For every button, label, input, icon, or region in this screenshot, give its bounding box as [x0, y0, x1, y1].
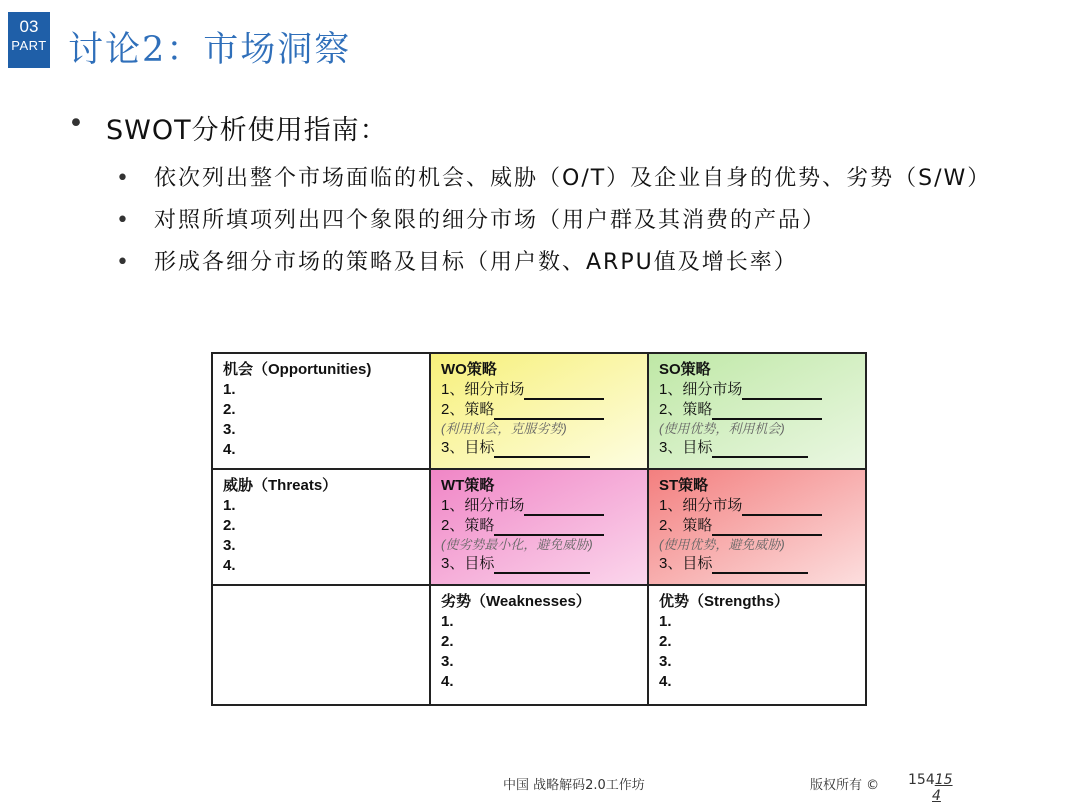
sub-bullet	[116, 161, 1028, 197]
page-number-field-2: 4	[932, 788, 941, 804]
page-number-field: 15	[934, 772, 953, 788]
blank-line	[494, 442, 590, 458]
so-line-segment: 1、细分市场	[659, 380, 855, 400]
opportunities-title: 机会（Opportunities)	[223, 361, 372, 378]
sub-bullet	[116, 245, 1028, 281]
empty-cell	[212, 585, 430, 705]
blank-line	[712, 558, 808, 574]
bullet-dot-icon: •	[116, 208, 131, 233]
threats-cell	[212, 469, 430, 585]
main-bullet-text: SWOT分析使用指南：	[106, 115, 388, 146]
swot-table	[211, 352, 867, 706]
wo-note: (利用机会，克服劣势)	[441, 421, 567, 436]
wo-line-segment: 1、细分市场	[441, 380, 637, 400]
list-item: 4.	[223, 441, 236, 458]
so-line-strategy: 2、策略	[659, 400, 855, 420]
list-item: 1.	[441, 613, 454, 630]
wo-strategy-cell	[430, 353, 648, 469]
part-badge	[8, 12, 50, 68]
wt-line-strategy: 2、策略	[441, 516, 637, 536]
blank-line	[742, 384, 822, 400]
sub-bullet	[116, 203, 1028, 239]
sub-bullet-text: 形成各细分市场的策略及目标（用户数、ARPU值及增长率）	[154, 250, 798, 275]
bullet-list	[68, 108, 1028, 287]
bullet-dot-icon: •	[116, 250, 131, 275]
list-item: 4.	[223, 557, 236, 574]
bullet-dot-icon: •	[116, 166, 131, 191]
so-note: (使用优势，利用机会)	[659, 421, 785, 436]
st-line-strategy: 2、策略	[659, 516, 855, 536]
list-item: 3.	[223, 421, 236, 438]
list-item: 4.	[441, 673, 454, 690]
list-item: 2.	[659, 633, 672, 650]
blank-line	[742, 500, 822, 516]
list-item: 2.	[441, 633, 454, 650]
strengths-title: 优势（Strengths）	[659, 593, 790, 610]
so-title: SO策略	[659, 361, 711, 378]
wt-line-segment: 1、细分市场	[441, 496, 637, 516]
wo-line-strategy: 2、策略	[441, 400, 637, 420]
part-label: PART	[11, 38, 47, 53]
strengths-cell	[648, 585, 866, 705]
blank-line	[524, 500, 604, 516]
wo-title: WO策略	[441, 361, 497, 378]
list-item: 2.	[223, 517, 236, 534]
st-note: (使用优势，避免威胁)	[659, 537, 785, 552]
page-title: 讨论2：市场洞察	[68, 30, 352, 70]
main-bullet	[68, 108, 1028, 147]
wt-note: (使劣势最小化，避免威胁)	[441, 537, 593, 552]
wt-strategy-cell	[430, 469, 648, 585]
list-item: 3.	[659, 653, 672, 670]
blank-line	[712, 442, 808, 458]
list-item: 1.	[659, 613, 672, 630]
page-number-main: 154	[908, 772, 935, 788]
blank-line	[494, 520, 604, 536]
st-title: ST策略	[659, 477, 709, 494]
blank-line	[712, 404, 822, 420]
so-strategy-cell	[648, 353, 866, 469]
list-item: 3.	[223, 537, 236, 554]
blank-line	[494, 404, 604, 420]
st-strategy-cell	[648, 469, 866, 585]
footer-copyright: 版权所有 ©	[810, 778, 880, 793]
footer-workshop: 中国 战略解码2.0工作坊	[503, 778, 645, 793]
page-number	[908, 772, 953, 804]
wt-title: WT策略	[441, 477, 495, 494]
st-line-goal: 3、目标	[659, 554, 855, 574]
list-item: 2.	[223, 401, 236, 418]
st-line-segment: 1、细分市场	[659, 496, 855, 516]
so-line-goal: 3、目标	[659, 438, 855, 458]
list-item: 1.	[223, 497, 236, 514]
blank-line	[494, 558, 590, 574]
bullet-dot-icon: •	[68, 108, 85, 139]
wo-line-goal: 3、目标	[441, 438, 637, 458]
list-item: 4.	[659, 673, 672, 690]
blank-line	[712, 520, 822, 536]
weaknesses-cell	[430, 585, 648, 705]
opportunities-cell	[212, 353, 430, 469]
list-item: 1.	[223, 381, 236, 398]
part-number: 03	[19, 17, 39, 36]
sub-bullet-text: 对照所填项列出四个象限的细分市场（用户群及其消费的产品）	[154, 208, 827, 233]
threats-title: 威胁（Threats）	[223, 477, 338, 494]
weaknesses-title: 劣势（Weaknesses）	[441, 593, 591, 610]
sub-bullet-text: 依次列出整个市场面临的机会、威胁（O/T）及企业自身的优势、劣势（S/W）	[154, 166, 992, 191]
blank-line	[524, 384, 604, 400]
wt-line-goal: 3、目标	[441, 554, 637, 574]
list-item: 3.	[441, 653, 454, 670]
